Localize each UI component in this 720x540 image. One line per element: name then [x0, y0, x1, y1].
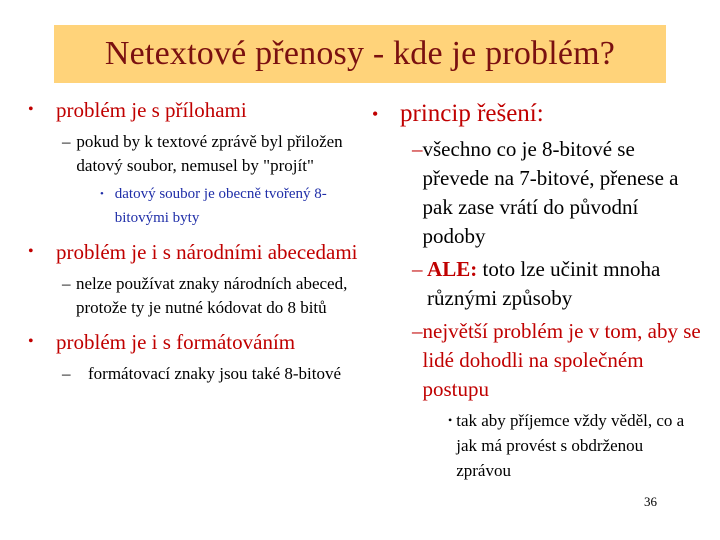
- left-bullet-2-sub-text: nelze používat znaky národních abeced, protože ty je nutné kódovat do 8 bitů: [75, 274, 348, 317]
- left-bullet-3-sub: [62, 362, 358, 386]
- dash-icon: –: [412, 137, 423, 161]
- right-sub-2: [412, 255, 702, 313]
- left-bullet-1-sub: [62, 130, 358, 178]
- page-number: 36: [644, 494, 657, 509]
- bullet-icon: •: [28, 243, 34, 260]
- left-bullet-1-subsub-text: datový soubor je obecně tvořený 8-bitovými byty: [114, 186, 327, 226]
- left-bullet-2: [28, 238, 358, 266]
- right-sub-2-rest: toto lze učinit mnoha různými způsoby: [427, 257, 661, 310]
- right-column: [372, 97, 702, 483]
- right-bullet-1: [372, 97, 702, 131]
- left-bullet-3: [28, 328, 358, 356]
- right-sub-3-text: největší problém je v tom, aby se lidé dohodli na společném postupu: [422, 319, 701, 401]
- left-column: [28, 96, 358, 386]
- right-subsub-text: tak aby příjemce vždy věděl, co a jak má provést s obdrženou zprávou: [456, 411, 685, 480]
- right-sub-2-text: [427, 255, 702, 313]
- left-bullet-3-text: problém je i s formátováním: [56, 330, 296, 354]
- dash-icon: –: [62, 132, 71, 151]
- right-sub-1: [412, 135, 702, 251]
- dash-icon: –: [412, 257, 423, 281]
- slide-title: Netextové přenosy - kde je problém?: [104, 35, 616, 72]
- right-sub-2-emphasis: ALE:: [427, 257, 478, 281]
- bullet-icon: •: [372, 104, 379, 124]
- dash-icon: –: [62, 364, 71, 383]
- right-sub-3: [412, 317, 702, 404]
- left-bullet-1-text: problém je s přílohami: [56, 98, 247, 122]
- left-bullet-3-sub-text: formátovací znaky jsou také 8-bitové: [88, 364, 342, 383]
- left-bullet-2-text: problém je i s národními abecedami: [56, 240, 358, 264]
- dash-icon: –: [412, 319, 423, 343]
- left-bullet-1-subsub: [100, 182, 358, 230]
- small-bullet-icon: •: [448, 413, 453, 427]
- bullet-icon: •: [28, 101, 34, 118]
- bullet-icon: •: [28, 333, 34, 350]
- left-bullet-1: [28, 96, 358, 124]
- right-bullet-1-text: princip řešení:: [400, 100, 544, 127]
- dash-icon: –: [62, 274, 71, 293]
- right-sub-1-text: všechno co je 8-bitové se převede na 7-bitové, přenese a pak zase vrátí do původní podoby: [422, 137, 679, 248]
- left-bullet-2-sub: [62, 272, 358, 320]
- left-bullet-1-sub-text: pokud by k textové zprávě byl přiložen datový soubor, nemusel by "projít": [76, 132, 343, 175]
- right-subsub: [448, 408, 702, 483]
- slide-title-bar: [54, 25, 666, 83]
- small-bullet-icon: •: [100, 188, 104, 200]
